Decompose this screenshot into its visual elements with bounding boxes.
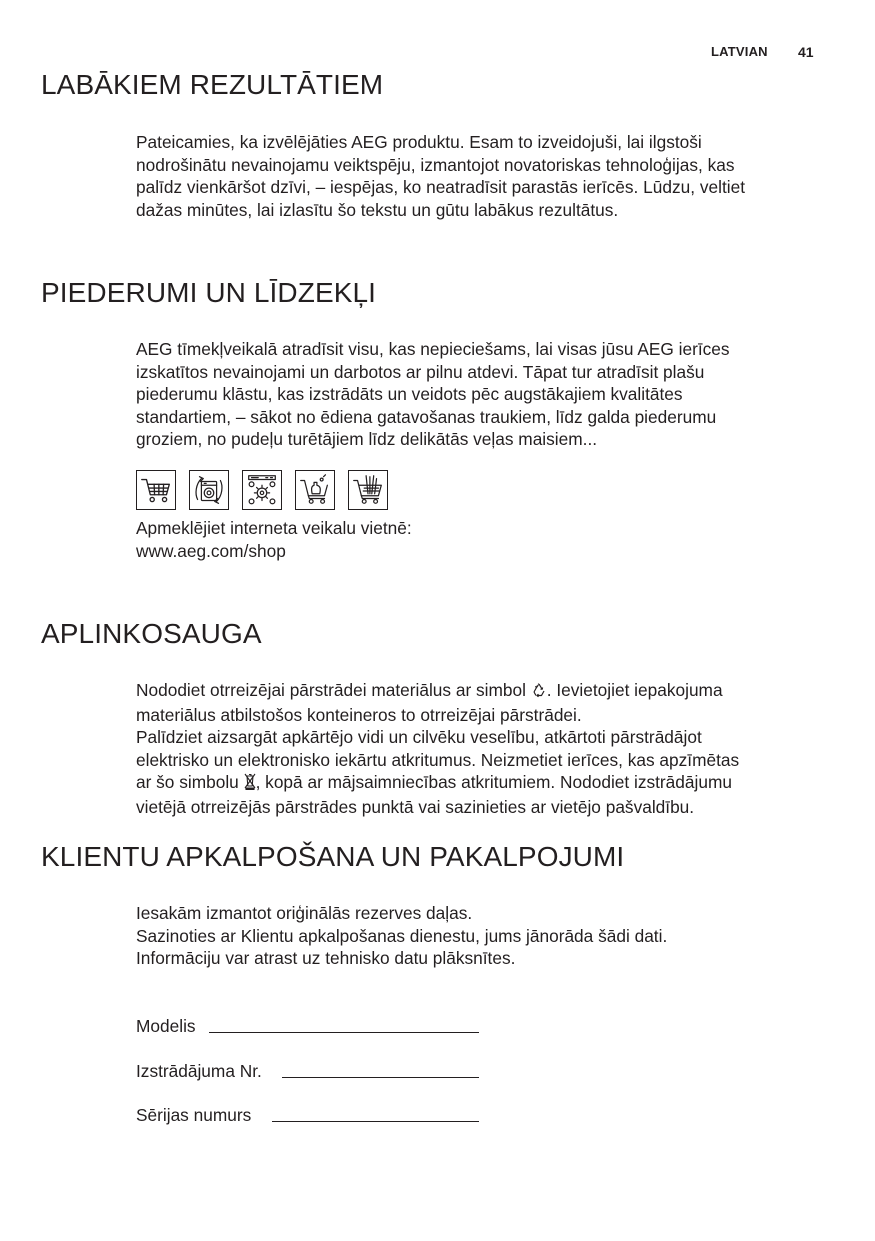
serial-number-label: Sērijas numurs <box>136 1105 252 1125</box>
shopping-cart-icon <box>136 470 176 510</box>
text-line: groziem, no pudeļu turētājiem līdz delikātās veļas maisiem... <box>136 429 598 450</box>
text-line: nodrošinātu nevainojamu veiktspēju, izmantojot novatoriskas tehnoloģijas, kas <box>136 154 735 175</box>
recycle-icon <box>531 681 547 704</box>
washing-machine-care-icon <box>189 470 229 510</box>
heading-environment: APLINKOSAUGA <box>41 618 262 649</box>
text-line: Sazinoties ar Klientu apkalpošanas dienestu, jums jānorāda šādi dati. <box>136 925 668 946</box>
text-line: standartiem, – sākot no ēdiena gatavošanas traukiem, līdz galda piederumu <box>136 406 717 427</box>
cart-bottle-icon <box>295 470 335 510</box>
text-line: Apmeklējiet interneta veikalu vietnē: <box>136 518 412 538</box>
crossed-bin-icon <box>244 773 256 796</box>
text-line: AEG tīmekļveikalā atradīsit visu, kas nepieciešams, lai visas jūsu AEG ierīces <box>136 339 730 359</box>
text-line: elektrisko un elektronisko iekārtu atkritumus. Neizmetiet ierīces, kas apzīmētas <box>136 749 740 770</box>
text-line: Informāciju var atrast uz tehnisko datu plāksnītes. <box>136 948 516 969</box>
shop-info <box>136 517 816 562</box>
page-number: 41 <box>798 44 814 60</box>
paragraph-intro <box>136 131 816 221</box>
paragraph-accessories <box>136 338 816 451</box>
paragraph-environment <box>136 679 816 819</box>
serial-number-field[interactable] <box>272 1121 479 1122</box>
header-language: LATVIAN <box>711 44 768 59</box>
text-line: piederumu klāstu, kas izstrādāts un veidots pēc augstākajiem kvalitātes <box>136 384 683 405</box>
oven-settings-icon <box>242 470 282 510</box>
text-line: izskatītos nevainojami un darbotos ar pilnu atdevi. Tāpat tur atradīsit plašu <box>136 361 705 382</box>
cart-utensils-icon <box>348 470 388 510</box>
model-label: Modelis <box>136 1016 196 1036</box>
text-fragment: Nododiet otrreizējai pārstrādei materiālus ar simbol <box>136 680 531 700</box>
text-fragment: ar šo simbolu <box>136 772 244 793</box>
text-line: materiālus atbilstošos konteineros to otrreizējai pārstrādei. <box>136 704 582 725</box>
heading-customer-service: KLIENTU APKALPOŠANA UN PAKALPOJUMI <box>41 841 625 872</box>
shop-link[interactable]: www.aeg.com/shop <box>136 540 286 561</box>
text-line <box>136 679 816 704</box>
text-fragment: , kopā ar mājsaimniecības atkritumiem. Nododiet izstrādājumu <box>255 772 732 793</box>
heading-accessories: PIEDERUMI UN LĪDZEKĻI <box>41 277 377 308</box>
text-line: dažas minūtes, lai izlasītu šo tekstu un gūtu labākus rezultātus. <box>136 199 619 220</box>
heading-best-results: LABĀKIEM REZULTĀTIEM <box>41 69 384 100</box>
product-number-field[interactable] <box>282 1077 479 1078</box>
text-line: vietējā otrreizējās pārstrādes punktā vai sazinieties ar vietējo pašvaldību. <box>136 796 695 817</box>
text-line: Palīdziet aizsargāt apkārtējo vidi un cilvēku veselību, atkārtoti pārstrādājot <box>136 727 702 748</box>
product-number-label: Izstrādājuma Nr. <box>136 1061 262 1081</box>
text-line: palīdz vienkāršot dzīvi, – iespējas, ko neatradīsit parastās ierīcēs. Lūdzu, veltiet <box>136 177 745 198</box>
text-line: Iesakām izmantot oriģinālās rezerves daļas. <box>136 903 473 923</box>
model-field[interactable] <box>209 1032 479 1033</box>
text-fragment: . Ievietojiet iepakojuma <box>546 680 723 700</box>
paragraph-service <box>136 902 816 970</box>
text-line: Pateicamies, ka izvēlējāties AEG produktu. Esam to izveidojuši, lai ilgstoši <box>136 132 702 152</box>
text-line <box>136 771 816 796</box>
